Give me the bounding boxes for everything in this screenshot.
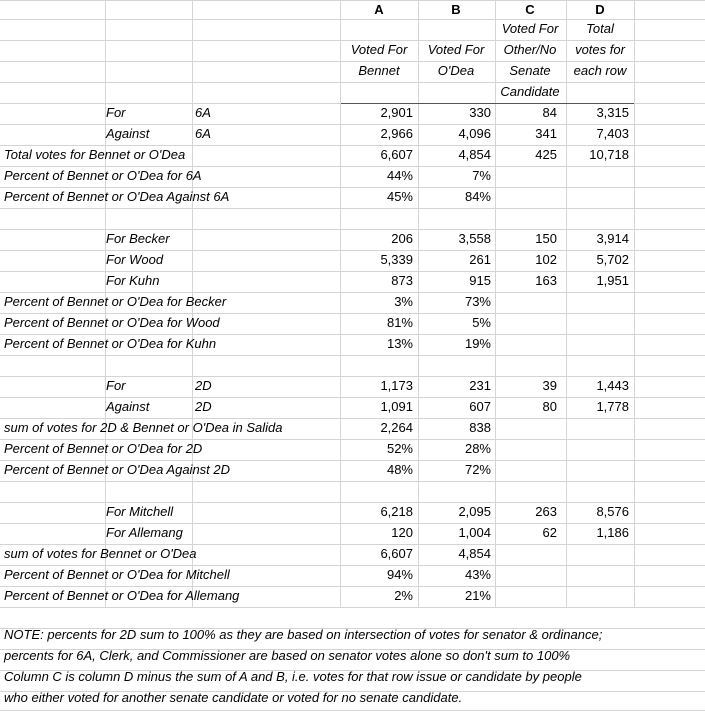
cell-odea[interactable]: 3,558 [458, 231, 491, 246]
cell-odea[interactable]: 4,096 [458, 126, 491, 141]
row-label[interactable]: Against [106, 399, 150, 414]
cell-other[interactable]: 102 [535, 252, 557, 267]
column-letter-c[interactable]: C [525, 2, 535, 17]
cell-odea[interactable]: 607 [469, 399, 491, 414]
column-letter-a[interactable]: A [374, 2, 384, 17]
cell-bennet[interactable]: 6,607 [380, 546, 413, 561]
header-b-line1: Voted For [427, 42, 485, 57]
cell-odea[interactable]: 1,004 [458, 525, 491, 540]
row-label[interactable]: sum of votes for Bennet or O'Dea [4, 546, 197, 561]
header-c-line0: Voted For [501, 21, 559, 36]
row-label[interactable]: Total votes for Bennet or O'Dea [4, 147, 186, 162]
row-sublabel[interactable]: 2D [195, 378, 212, 393]
row-gridline [0, 607, 705, 608]
cell-odea[interactable]: 231 [469, 378, 491, 393]
cell-total[interactable]: 5,702 [596, 252, 629, 267]
cell-total[interactable]: 1,186 [596, 525, 629, 540]
cell-bennet[interactable]: 1,173 [380, 378, 413, 393]
row-label[interactable]: Percent of Bennet or O'Dea for Kuhn [4, 336, 217, 351]
cell-bennet[interactable]: 81% [386, 315, 413, 330]
cell-bennet[interactable]: 52% [386, 441, 413, 456]
column-letter-b[interactable]: B [451, 2, 461, 17]
row-label[interactable]: Percent of Bennet or O'Dea for Becker [4, 294, 227, 309]
header-a-line1: Voted For [350, 42, 408, 57]
cell-bennet[interactable]: 6,607 [380, 147, 413, 162]
cell-odea[interactable]: 4,854 [458, 147, 491, 162]
cell-other[interactable]: 263 [535, 504, 557, 519]
cell-total[interactable]: 7,403 [596, 126, 629, 141]
column-gridline [634, 0, 635, 607]
cell-other[interactable]: 150 [535, 231, 557, 246]
header-c-line3: Candidate [500, 84, 560, 99]
cell-bennet[interactable]: 2,901 [380, 105, 413, 120]
row-label[interactable]: For [106, 378, 126, 393]
cell-total[interactable]: 1,778 [596, 399, 629, 414]
header-b-line2: O'Dea [437, 63, 475, 78]
row-label[interactable]: Percent of Bennet or O'Dea Against 2D [4, 462, 231, 477]
row-label[interactable]: For Wood [106, 252, 164, 267]
cell-bennet[interactable]: 45% [386, 189, 413, 204]
cell-bennet[interactable]: 2% [394, 588, 413, 603]
row-label[interactable]: Against [106, 126, 150, 141]
row-sublabel[interactable]: 2D [195, 399, 212, 414]
note-line: NOTE: percents for 2D sum to 100% as they are based on intersection of votes for senator & ordinance; [4, 627, 603, 642]
row-label[interactable]: Percent of Bennet or O'Dea for Wood [4, 315, 220, 330]
cell-other[interactable]: 39 [542, 378, 557, 393]
cell-total[interactable]: 10,718 [589, 147, 629, 162]
cell-odea[interactable]: 838 [469, 420, 491, 435]
cell-bennet[interactable]: 206 [391, 231, 413, 246]
cell-total[interactable]: 3,914 [596, 231, 629, 246]
row-label[interactable]: For [106, 105, 126, 120]
cell-bennet[interactable]: 2,264 [380, 420, 413, 435]
header-c-line2: Senate [509, 63, 551, 78]
cell-odea[interactable]: 19% [464, 336, 491, 351]
note-line: percents for 6A, Clerk, and Commissioner are based on senator votes alone so don't sum to 100% [4, 648, 571, 663]
cell-bennet[interactable]: 873 [391, 273, 413, 288]
cell-odea[interactable]: 2,095 [458, 504, 491, 519]
cell-odea[interactable]: 915 [469, 273, 491, 288]
cell-other[interactable]: 62 [542, 525, 557, 540]
cell-other[interactable]: 163 [535, 273, 557, 288]
row-sublabel[interactable]: 6A [195, 105, 211, 120]
row-sublabel[interactable]: 6A [195, 126, 211, 141]
cell-other[interactable]: 84 [542, 105, 557, 120]
row-label[interactable]: Percent of Bennet or O'Dea for 6A [4, 168, 202, 183]
cell-bennet[interactable]: 5,339 [380, 252, 413, 267]
cell-bennet[interactable]: 13% [386, 336, 413, 351]
cell-odea[interactable]: 261 [469, 252, 491, 267]
cell-bennet[interactable]: 3% [394, 294, 413, 309]
cell-odea[interactable]: 28% [464, 441, 491, 456]
cell-bennet[interactable]: 120 [391, 525, 413, 540]
cell-bennet[interactable]: 6,218 [380, 504, 413, 519]
row-label[interactable]: For Becker [106, 231, 170, 246]
cell-other[interactable]: 80 [542, 399, 557, 414]
cell-total[interactable]: 1,443 [596, 378, 629, 393]
cell-total[interactable]: 1,951 [596, 273, 629, 288]
note-line: Column C is column D minus the sum of A and B, i.e. votes for that row issue or candidate by people [4, 669, 582, 684]
cell-odea[interactable]: 73% [464, 294, 491, 309]
header-d-line1: votes for [575, 42, 625, 57]
row-label[interactable]: Percent of Bennet or O'Dea for Allemang [4, 588, 240, 603]
header-a-line2: Bennet [358, 63, 400, 78]
cell-odea[interactable]: 7% [472, 168, 491, 183]
cell-total[interactable]: 3,315 [596, 105, 629, 120]
row-label[interactable]: For Kuhn [106, 273, 160, 288]
header-d-line0: Total [586, 21, 614, 36]
cell-bennet[interactable]: 48% [386, 462, 413, 477]
cell-odea[interactable]: 84% [464, 189, 491, 204]
cell-odea[interactable]: 330 [469, 105, 491, 120]
cell-odea[interactable]: 72% [464, 462, 491, 477]
cell-odea[interactable]: 43% [464, 567, 491, 582]
cell-bennet[interactable]: 94% [386, 567, 413, 582]
row-label[interactable]: For Allemang [106, 525, 183, 540]
cell-other[interactable]: 341 [535, 126, 557, 141]
cell-odea[interactable]: 21% [464, 588, 491, 603]
cell-bennet[interactable]: 1,091 [380, 399, 413, 414]
cell-total[interactable]: 8,576 [596, 504, 629, 519]
cell-odea[interactable]: 4,854 [458, 546, 491, 561]
row-label[interactable]: Percent of Bennet or O'Dea for 2D [4, 441, 203, 456]
note-line: who either voted for another senate candidate or voted for no senate candidate. [4, 690, 463, 705]
cell-bennet[interactable]: 2,966 [380, 126, 413, 141]
header-c-line1: Other/No [503, 42, 557, 57]
cell-other[interactable]: 425 [535, 147, 557, 162]
column-letter-d[interactable]: D [595, 2, 605, 17]
row-label[interactable]: For Mitchell [106, 504, 174, 519]
cell-bennet[interactable]: 44% [386, 168, 413, 183]
row-label[interactable]: Percent of Bennet or O'Dea Against 6A [4, 189, 230, 204]
header-d-line2: each row [573, 63, 627, 78]
row-label[interactable]: Percent of Bennet or O'Dea for Mitchell [4, 567, 230, 582]
cell-odea[interactable]: 5% [472, 315, 491, 330]
row-label[interactable]: sum of votes for 2D & Bennet or O'Dea in Salida [4, 420, 283, 435]
